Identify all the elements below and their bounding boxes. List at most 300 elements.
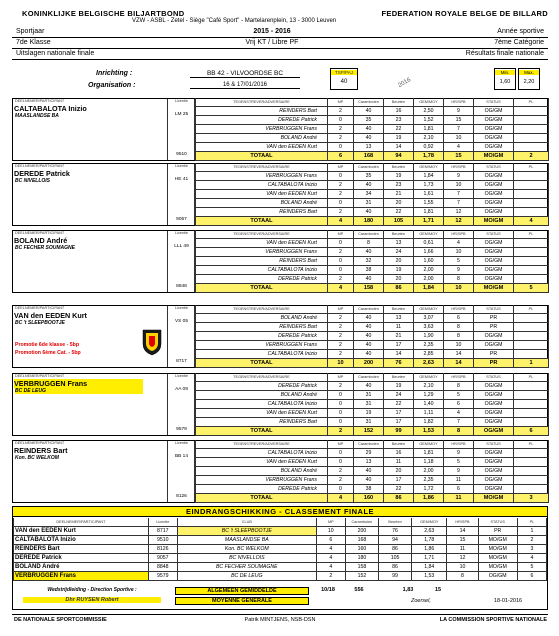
match-hr: 8 [444, 382, 474, 391]
ranking-row [14, 536, 547, 545]
match-row [196, 400, 549, 409]
total-car: 168 [354, 152, 384, 161]
match-row [196, 458, 549, 467]
match-avg: 2,00 [414, 266, 444, 275]
match-beurt: 16 [384, 449, 414, 458]
match-hr: 5 [444, 257, 474, 266]
ranking-pl: 6 [517, 572, 546, 581]
match-mp: 0 [328, 458, 354, 467]
match-hr: 6 [444, 400, 474, 409]
ranking-hr: 11 [447, 545, 478, 554]
total-mp: 6 [328, 152, 354, 161]
match-mp: 0 [328, 116, 354, 125]
col-header-car: Carambolen [354, 440, 384, 449]
match-car: 35 [354, 116, 384, 125]
ranking-lic: 9579 [148, 572, 177, 581]
match-row [196, 409, 549, 418]
match-row [196, 190, 549, 199]
org-name-fr: FEDERATION ROYALE BELGE DE BILLARD [381, 9, 548, 18]
match-pl [514, 172, 549, 181]
total-row [196, 494, 549, 503]
player-block [12, 98, 548, 161]
player-info [13, 99, 168, 160]
match-hr: 10 [444, 134, 474, 143]
match-opp: CALTABALOTA Inizio [196, 266, 328, 275]
footer-middle: Patrik MINTJENS, NSB-DSN [244, 617, 316, 623]
match-avg: 1,72 [414, 485, 444, 494]
match-beurt: 24 [384, 391, 414, 400]
match-mp: 2 [328, 341, 354, 350]
ranking-row [14, 563, 547, 572]
ranking-name: DEREDE Patrick [14, 554, 149, 563]
ranking-pl: 4 [517, 554, 546, 563]
col-header-opponent: TEGENSTREVER/ADVERSAIRE [196, 305, 328, 314]
match-hr: 8 [444, 275, 474, 284]
match-mp: 2 [328, 208, 354, 217]
report-date: 18-01-2016 [493, 598, 523, 604]
col-header-status: STATUS [474, 440, 514, 449]
ranking-name: BOLAND André [14, 563, 149, 572]
licence-header: Licentie [174, 374, 189, 378]
total-avg: 1,71 [414, 217, 444, 226]
match-hr: 9 [444, 467, 474, 476]
ranking-avg: 1,84 [412, 563, 447, 572]
player-name: CALTABALOTA Inizio [14, 104, 87, 113]
leader-name: Dhr RUYSEN Robert [23, 597, 161, 603]
title-nl: Uitslagen nationale finale [16, 50, 95, 57]
col-header-beurt: Beurten [384, 230, 414, 239]
match-car: 31 [354, 418, 384, 427]
player-club: BC FECHER SOUMAGNE [15, 245, 76, 251]
total-car: 200 [354, 359, 384, 368]
col-header-opponent: TEGENSTREVER/ADVERSAIRE [196, 163, 328, 172]
promotion-note-fr: Promotion 6ème Cat. - 5bp [15, 350, 81, 356]
match-mp: 2 [328, 476, 354, 485]
match-avg: 1,82 [414, 418, 444, 427]
match-row [196, 172, 549, 181]
match-beurt: 14 [384, 143, 414, 152]
total-hr: 8 [444, 427, 474, 436]
match-mp: 2 [328, 181, 354, 190]
total-avg: 1,78 [414, 152, 444, 161]
match-row [196, 134, 549, 143]
match-row [196, 449, 549, 458]
match-mp: 0 [328, 199, 354, 208]
player-name: VAN den EEDEN Kurt [14, 311, 87, 320]
total-label: TOTAAL [196, 359, 328, 368]
match-pl [514, 382, 549, 391]
col-header-status: STATUS [474, 98, 514, 107]
match-beurt: 19 [384, 134, 414, 143]
ranking-avg: 1,78 [412, 536, 447, 545]
rank-col-player: DEELNEMER/PARTICIPANT [14, 518, 149, 527]
ranking-pl: 2 [517, 536, 546, 545]
match-avg: 1,40 [414, 400, 444, 409]
rank-col-mp: MP [316, 518, 345, 527]
ranking-avg: 1,71 [412, 554, 447, 563]
match-hr: 7 [444, 125, 474, 134]
match-beurt: 23 [384, 116, 414, 125]
match-hr: 9 [444, 172, 474, 181]
total-car: 152 [354, 427, 384, 436]
match-avg: 1,60 [414, 257, 444, 266]
match-row [196, 107, 549, 116]
ranking-hr: 12 [447, 554, 478, 563]
match-status: OG/GM [474, 449, 514, 458]
match-avg: 1,29 [414, 391, 444, 400]
match-row [196, 266, 549, 275]
ranking-status: OG/GM [478, 572, 517, 581]
match-avg: 1,61 [414, 190, 444, 199]
match-row [196, 476, 549, 485]
match-opp: DEREDE Patrick [196, 116, 328, 125]
player-info [13, 374, 168, 435]
player-club: Kon. BC WELKOM [15, 455, 59, 461]
licence-code: LLL 49 [174, 244, 189, 249]
promotion-note-nl: Promotie 6de klasse - 5bp [15, 342, 80, 348]
match-car: 13 [354, 458, 384, 467]
match-mp: 0 [328, 400, 354, 409]
player-col-header: DEELNEMER/PARTICIPANT [15, 99, 65, 103]
ranking-hr: 15 [447, 536, 478, 545]
player-club: BC DE LEUG [15, 388, 143, 394]
match-beurt: 19 [384, 382, 414, 391]
col-header-car: Carambolen [354, 230, 384, 239]
match-avg: 2,35 [414, 476, 444, 485]
ranking-name: REINDERS Bart [14, 545, 149, 554]
total-row [196, 427, 549, 436]
footer-left: DE NATIONALE SPORTCOMMISSIE [14, 617, 107, 623]
min-label: Min. [495, 70, 515, 75]
col-header-status: STATUS [474, 373, 514, 382]
match-car: 40 [354, 107, 384, 116]
player-block [12, 230, 548, 293]
match-opp: REINDERS Bart [196, 208, 328, 217]
match-beurt: 17 [384, 409, 414, 418]
tsp-label: TSP/PAJ [331, 70, 357, 75]
col-header-status: STATUS [474, 163, 514, 172]
match-status: OG/GM [474, 382, 514, 391]
match-status: OG/GM [474, 266, 514, 275]
total-status: MO/GM [474, 152, 514, 161]
player-block [12, 373, 548, 436]
max-value: 2,20 [523, 79, 535, 85]
org-name-nl: KONINKLIJKE BELGISCHE BILJARTBOND [22, 9, 185, 18]
licence-header: Licentie [174, 99, 189, 103]
total-label: TOTAAL [196, 427, 328, 436]
col-header-car: Carambolen [354, 98, 384, 107]
ranking-car: 200 [345, 527, 378, 536]
match-pl [514, 467, 549, 476]
match-beurt: 22 [384, 400, 414, 409]
match-mp: 2 [328, 350, 354, 359]
total-hr: 12 [444, 217, 474, 226]
header-rule [12, 37, 548, 38]
match-pl [514, 400, 549, 409]
match-car: 40 [354, 208, 384, 217]
footer-rule [12, 614, 548, 615]
match-mp: 0 [328, 257, 354, 266]
header-rule-3 [12, 59, 548, 60]
match-car: 40 [354, 248, 384, 257]
match-row [196, 248, 549, 257]
match-table [195, 98, 549, 161]
match-opp: REINDERS Bart [196, 257, 328, 266]
total-hr: 10 [444, 284, 474, 293]
match-status: OG/GM [474, 275, 514, 284]
match-mp: 2 [328, 248, 354, 257]
match-car: 40 [354, 125, 384, 134]
licence-number: 8848 [176, 284, 187, 289]
total-label: TOTAAL [196, 217, 328, 226]
total-hr: 11 [444, 494, 474, 503]
general-avg-value: 1,83 [402, 587, 414, 593]
match-status: OG/GM [474, 485, 514, 494]
col-header-mp: MP [328, 230, 354, 239]
header-rule-2 [12, 48, 548, 49]
match-hr: 15 [444, 116, 474, 125]
match-pl [514, 248, 549, 257]
match-car: 38 [354, 266, 384, 275]
match-status: OG/GM [474, 239, 514, 248]
match-beurt: 16 [384, 107, 414, 116]
match-avg: 1,90 [414, 332, 444, 341]
club-shield-icon [141, 328, 163, 356]
match-beurt: 20 [384, 257, 414, 266]
ranking-name: VAN den EEDEN Kurt [14, 527, 149, 536]
match-hr: 7 [444, 190, 474, 199]
class-label-nl: 7de Klasse [16, 39, 51, 46]
zoersel-label: Zoersel, [411, 598, 431, 604]
match-status: OG/GM [474, 134, 514, 143]
col-header-mp: MP [328, 440, 354, 449]
org-address: VZW - ASBL - Zetel - Siège "Café Sport" - Martelarenplein, 13 - 3000 Leuven [132, 18, 337, 24]
class-label-fr: 7ème Catégorie [494, 39, 544, 46]
ranking-pl: 1 [517, 527, 546, 536]
match-status: OG/GM [474, 208, 514, 217]
player-name: VERBRUGGEN Frans [14, 379, 143, 388]
match-hr: 6 [444, 314, 474, 323]
match-avg: 1,84 [414, 172, 444, 181]
match-hr: 4 [444, 409, 474, 418]
match-car: 40 [354, 382, 384, 391]
match-avg: 1,73 [414, 181, 444, 190]
rank-col-hr: HR/SPB [447, 518, 478, 527]
ranking-beurt: 105 [378, 554, 411, 563]
match-beurt: 20 [384, 199, 414, 208]
rank-col-avg: GEM/MOY [412, 518, 447, 527]
inrichting-label: Inrichting : [96, 70, 133, 77]
match-mp: 0 [328, 172, 354, 181]
match-opp: BOLAND André [196, 199, 328, 208]
match-pl [514, 190, 549, 199]
ranking-beurt: 86 [378, 563, 411, 572]
player-info [13, 164, 168, 225]
ranking-row [14, 554, 547, 563]
footer-right: LA COMMISSION SPORTIVE NATIONALE [439, 617, 547, 623]
match-pl [514, 323, 549, 332]
match-car: 40 [354, 350, 384, 359]
max-label: Max. [519, 70, 539, 75]
match-pl [514, 391, 549, 400]
match-row [196, 208, 549, 217]
match-pl [514, 239, 549, 248]
match-avg: 2,85 [414, 350, 444, 359]
match-hr: 9 [444, 107, 474, 116]
total-avg: 2,63 [414, 359, 444, 368]
total-row [196, 359, 549, 368]
season-stamp: 2016 [397, 77, 412, 89]
match-row [196, 485, 549, 494]
ranking-car: 158 [345, 563, 378, 572]
match-mp: 2 [328, 125, 354, 134]
match-avg: 1,18 [414, 458, 444, 467]
match-hr: 10 [444, 181, 474, 190]
total-avg: 1,53 [414, 427, 444, 436]
match-status: OG/GM [474, 458, 514, 467]
total-pl: 5 [514, 284, 549, 293]
match-status: OG/GM [474, 172, 514, 181]
col-header-status: STATUS [474, 305, 514, 314]
match-avg: 1,81 [414, 208, 444, 217]
match-beurt: 22 [384, 125, 414, 134]
general-avg-nl: ALGEMEEN GEMIDDELDE [175, 587, 309, 595]
match-status: PR [474, 350, 514, 359]
match-avg: 3,07 [414, 314, 444, 323]
ranking-title: EINDRANGSCHIKKING - CLASSEMENT FINALE [13, 507, 547, 517]
match-pl [514, 199, 549, 208]
match-opp: VAN den EEDEN Kurt [196, 458, 328, 467]
col-header-beurt: Beurten [384, 305, 414, 314]
match-opp: VERBRUGGEN Frans [196, 476, 328, 485]
ranking-beurt: 76 [378, 527, 411, 536]
match-hr: 7 [444, 418, 474, 427]
ranking-status: MO/GM [478, 563, 517, 572]
rank-col-pl: PL [517, 518, 546, 527]
match-status: OG/GM [474, 125, 514, 134]
licence-column [168, 306, 195, 367]
ranking-status: MO/GM [478, 545, 517, 554]
match-beurt: 21 [384, 190, 414, 199]
total-pl: 6 [514, 427, 549, 436]
match-avg: 2,10 [414, 134, 444, 143]
match-mp: 0 [328, 143, 354, 152]
match-beurt: 20 [384, 467, 414, 476]
match-car: 31 [354, 199, 384, 208]
match-hr: 11 [444, 476, 474, 485]
match-row [196, 391, 549, 400]
match-beurt: 11 [384, 458, 414, 467]
general-avg-fr: MOYENNE GENERALE [175, 597, 309, 605]
match-avg: 1,81 [414, 125, 444, 134]
match-beurt: 13 [384, 239, 414, 248]
match-car: 40 [354, 323, 384, 332]
match-row [196, 314, 549, 323]
tsp-value: 40 [340, 79, 348, 85]
match-beurt: 24 [384, 248, 414, 257]
match-car: 40 [354, 467, 384, 476]
match-status: OG/GM [474, 332, 514, 341]
col-header-mp: MP [328, 373, 354, 382]
match-opp: BOLAND André [196, 314, 328, 323]
ranking-status: MO/GM [478, 536, 517, 545]
total-label: TOTAAL [196, 152, 328, 161]
ranking-row [14, 527, 547, 536]
match-status: OG/GM [474, 391, 514, 400]
licence-header: Licentie [174, 231, 189, 235]
match-opp: DEREDE Patrick [196, 485, 328, 494]
match-hr: 10 [444, 341, 474, 350]
match-hr: 14 [444, 350, 474, 359]
ranking-car: 160 [345, 545, 378, 554]
match-row [196, 181, 549, 190]
player-block [12, 163, 548, 226]
total-pl: 4 [514, 217, 549, 226]
match-avg: 2,50 [414, 107, 444, 116]
ranking-car: 180 [345, 554, 378, 563]
match-status: OG/GM [474, 199, 514, 208]
match-row [196, 350, 549, 359]
match-mp: 2 [328, 332, 354, 341]
match-avg: 2,35 [414, 341, 444, 350]
ranking-car: 152 [345, 572, 378, 581]
match-avg: 0,92 [414, 143, 444, 152]
discipline: Vrij KT / Libre PF [245, 39, 299, 46]
season-value: 2015 - 2016 [253, 28, 291, 35]
col-header-beurt: Beurten [384, 373, 414, 382]
match-hr: 4 [444, 239, 474, 248]
ranking-beurt: 99 [378, 572, 411, 581]
match-status: OG/GM [474, 476, 514, 485]
col-header-mp: MP [328, 98, 354, 107]
match-pl [514, 350, 549, 359]
licence-number: 9510 [176, 152, 187, 157]
match-table [195, 373, 549, 436]
match-mp: 2 [328, 134, 354, 143]
ranking-car: 168 [345, 536, 378, 545]
rank-col-car: Carambolen [345, 518, 378, 527]
col-header-pl: PL [514, 440, 549, 449]
match-beurt: 23 [384, 181, 414, 190]
match-car: 31 [354, 391, 384, 400]
licence-column [168, 441, 195, 502]
match-status: OG/GM [474, 190, 514, 199]
col-header-car: Carambolen [354, 373, 384, 382]
match-car: 8 [354, 239, 384, 248]
player-club: BC NIVELLOIS [15, 178, 51, 184]
match-hr: 8 [444, 332, 474, 341]
player-col-header: DEELNEMER/PARTICIPANT [15, 374, 65, 378]
match-car: 34 [354, 190, 384, 199]
match-opp: CALTABALOTA Inizio [196, 181, 328, 190]
ranking-hr: 14 [447, 527, 478, 536]
match-status: PR [474, 314, 514, 323]
match-opp: BOLAND André [196, 467, 328, 476]
match-mp: 2 [328, 467, 354, 476]
licence-code: AA 09 [175, 387, 188, 392]
match-car: 32 [354, 257, 384, 266]
match-status: OG/GM [474, 409, 514, 418]
rank-col-lic: Licentie [148, 518, 177, 527]
match-avg: 1,55 [414, 199, 444, 208]
ranking-avg: 1,86 [412, 545, 447, 554]
total-hr: 14 [444, 359, 474, 368]
match-pl [514, 314, 549, 323]
general-avg-mp: 10/18 [321, 587, 335, 593]
match-status: OG/GM [474, 400, 514, 409]
player-info [13, 441, 168, 502]
match-car: 40 [354, 275, 384, 284]
